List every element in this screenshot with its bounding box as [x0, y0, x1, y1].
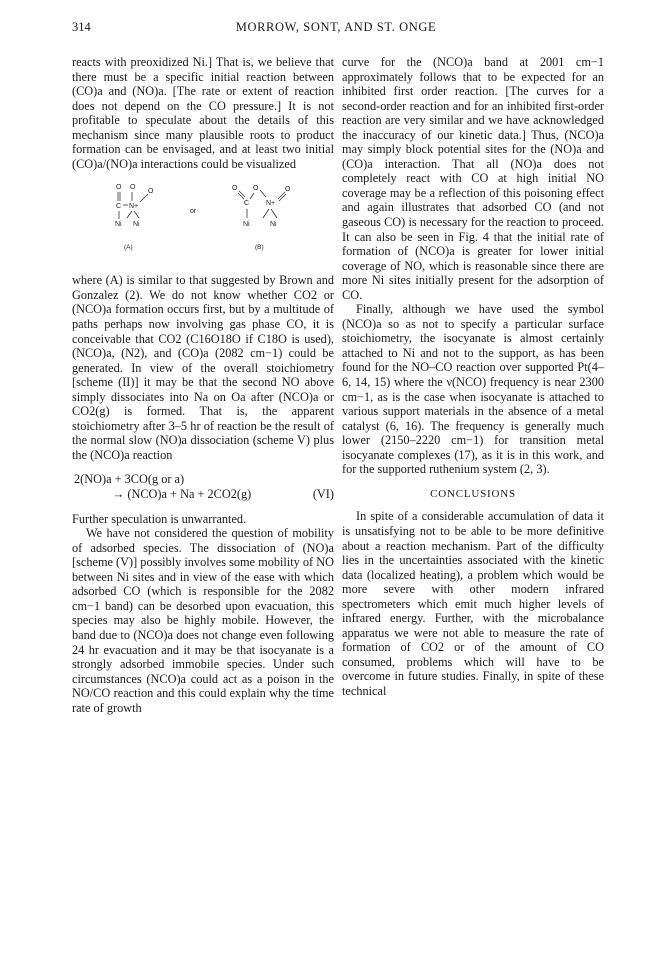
structure-label-a: (A) — [124, 244, 133, 252]
atom-n-plus: N+ — [129, 203, 139, 211]
paragraph: In spite of a considerable accumulation of data it is unsatisfying not to be able to be more definitive about a reaction mechanism. Part of the difficulty lies in the uncertainties associated with the kinetic data (localized heating), a problem which would be more severe with other modern infrared spectrometers which emit much higher levels of infrared energy. Further, with the microbalance apparatus we were not able to measure the rate of formation of CO2 or of the amount of CO consumed, problems which will have to be overcome in future studies. Finally, in spite of these technical — [342, 509, 604, 698]
structure-a — [115, 184, 154, 251]
atom-o: O — [232, 185, 238, 193]
equation-line — [72, 487, 334, 502]
atom-o: O — [148, 188, 154, 196]
equation-vi — [72, 472, 334, 501]
section-heading: CONCLUSIONS — [430, 487, 516, 500]
paragraph: reacts with preoxidized Ni.] That is, we believe that there must be a specific initial reaction between (CO)a and (NO)a. [The rate or extent of reaction does not depend on the CO pressure.] It is not profitable to speculate about the details of this mechanism since many plausible roots to product formation can be envisaged, and at least two initial (CO)a/(NO)a interactions could be visualized — [72, 55, 334, 171]
atom-c: C — [116, 203, 122, 211]
chemical-structures-figure — [72, 177, 334, 269]
equation-number: (VI) — [312, 487, 334, 502]
left-column — [72, 55, 334, 715]
atom-n-plus: N+ — [266, 200, 276, 208]
paragraph: Further speculation is unwarranted. — [72, 511, 247, 526]
running-head: MORROW, SONT, AND ST. ONGE — [235, 20, 437, 34]
structure-label-b: (B) — [255, 244, 264, 252]
equation-line: 2(NO)a + 3CO(g or a) — [74, 472, 185, 487]
atom-c: C — [244, 200, 250, 208]
atom-o: O — [130, 184, 136, 192]
equation-line-text: → (NCO)a + Na + 2CO2(g) — [112, 487, 252, 502]
page-header — [72, 20, 600, 40]
paragraph: We have not considered the question of mobility of adsorbed species. The dissociation of (NO)a [scheme (V)] possibly involves some mobility of NO between Ni sites and in view of the ease with which adsorbed CO (which is responsible for the 2082 cm−1 band) can be desorbed upon evacuation, this species may also be highly mobile. However, the band due to (NCO)a does not change even following 24 hr evacuation and it may be that isocyanate is a strongly adsorbed immobile species. Under such circumstances (NCO)a could act as a poison in the NO/CO reaction and this could explain why the time rate of growth — [72, 526, 334, 715]
atom-o: O — [116, 184, 122, 192]
right-column — [342, 55, 604, 699]
atom-ni: Ni — [115, 221, 122, 229]
atom-ni: Ni — [133, 221, 140, 229]
paragraph: where (A) is similar to that suggested by Brown and Gonzalez (2). We do not know whether CO2 or (NCO)a formation occurs first, but by a multitude of paths perhaps now involving gas phase CO, it is conceivable that CO2 (C16O18O if C18O is used), (NCO)a, (N2), and (CO)a (2082 cm−1) could be generated. In view of the overall stoichiometry [scheme (II)] it may be that the second NO above simply dissociates into Na on Oa after (NCO)a or CO2(g) is formed. That is, the apparent stoichiometry after 3–5 hr of reaction be the result of the normal slow (NO)a dissociation (scheme V) plus the (NCO)a reaction — [72, 273, 334, 462]
atom-ni: Ni — [243, 221, 250, 229]
atom-o: O — [253, 185, 259, 193]
atom-o: O — [285, 186, 291, 194]
structures-drawing — [72, 177, 334, 269]
paragraph: curve for the (NCO)a band at 2001 cm−1 approximately follows that to be expected for an inhibited first order reaction. [The curves for a second-order reaction and for an inhibited first-order reaction are very similar and we have acknowledged the inaccuracy of our kinetic data.] Thus, (NCO)a may simply block potential sites for the (NO)a and (CO)a interaction. That all (NO)a does not completely react with CO at high initial NO coverage may be a reflection of this poisoning effect and again illustrates that adsorbed CO (and not gaseous CO) is necessary for the reaction to proceed. It can also be seen in Fig. 4 that the initial rate of formation of (NCO)a is greater for lower initial coverage of NO, which is reasonable since there are more Ni sites initially present for the adsorption of CO. — [342, 55, 604, 302]
or-label: or — [190, 208, 197, 216]
structure-b — [232, 185, 291, 251]
atom-ni: Ni — [270, 221, 277, 229]
page-number: 314 — [72, 20, 91, 34]
paragraph: Finally, although we have used the symbol (NCO)a so as not to specify a particular surface stoichiometry, the isocyanate is almost certainly attached to Ni and not to the support, as has been found for the NO–CO reaction over supported Pt(4–6, 14, 15) where the ν(NCO) frequency is near 2300 cm−1, as is the case when isocyanate is attached to various support materials in the absence of a metal catalyst (6, 16). The frequency is generally much lower (2150–2220 cm−1) for transition metal isocyanate complexes (17), as it is in this work, and for the supported ruthenium system (2, 3). — [342, 302, 604, 477]
